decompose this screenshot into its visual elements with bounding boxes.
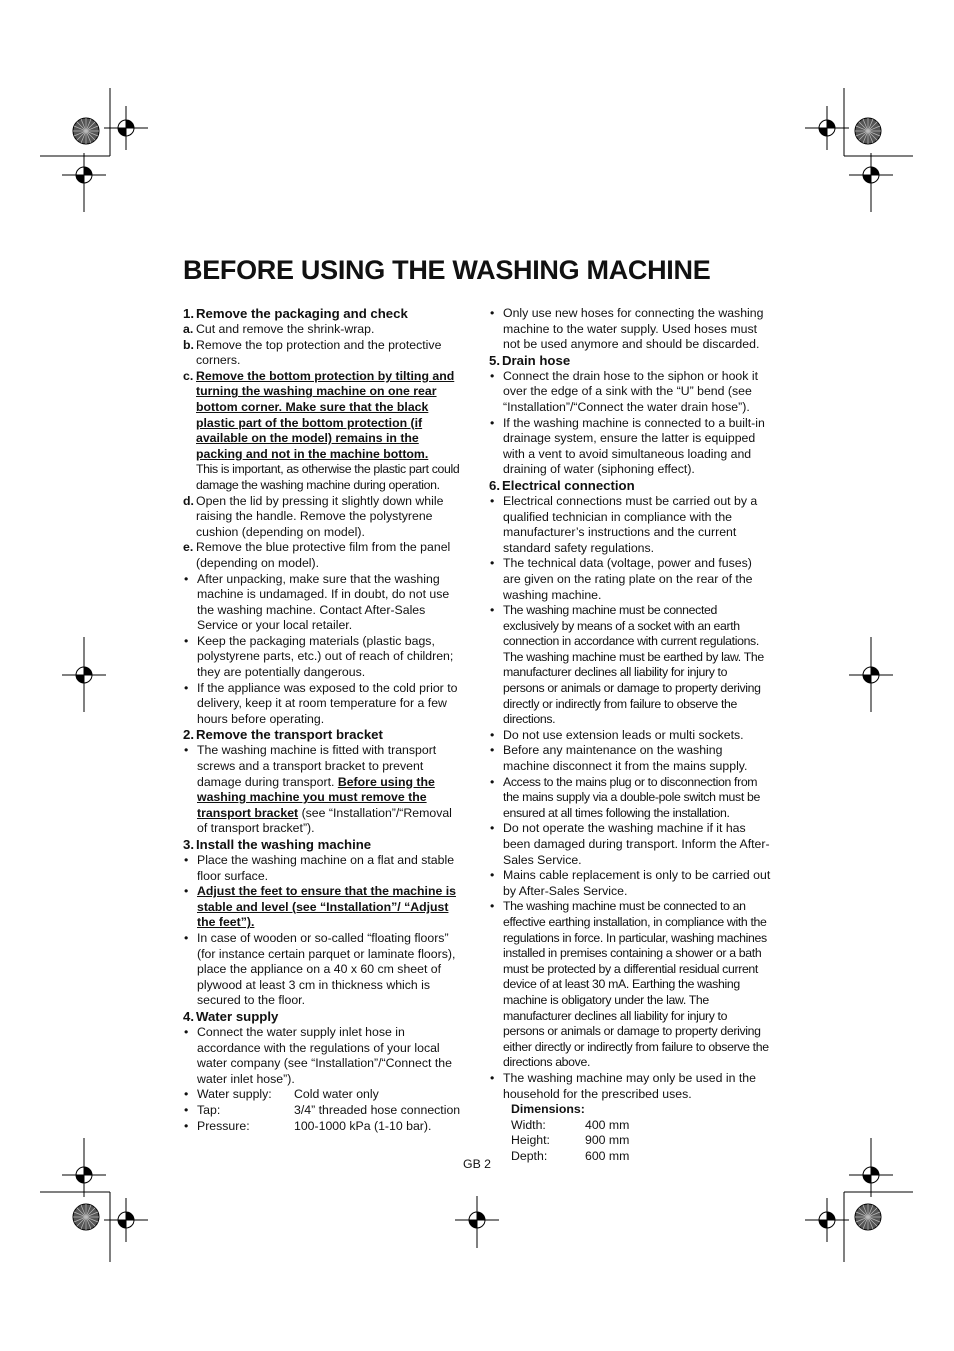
item-text: The washing machine must be connected exclusively by means of a socket with an earth connection in accordance with current regulations. The washing machine must be earthed by law. The manufacturer declines all liability for injury to persons or animals or damage to property deriving directly or indirectly from failure to observe the directions. bbox=[503, 603, 764, 727]
bullet-icon: • bbox=[490, 868, 495, 883]
bullet-item bbox=[489, 1071, 771, 1102]
item-text: If the appliance was exposed to the cold prior to delivery, keep it at room temperature for a few hours before operating. bbox=[197, 680, 458, 726]
list-item bbox=[183, 369, 465, 463]
item-text: Remove the blue protective film from the panel (depending on model). bbox=[196, 540, 451, 570]
bullet-icon: • bbox=[184, 1087, 189, 1102]
bullet-icon: • bbox=[184, 680, 189, 695]
bullet-item bbox=[183, 681, 465, 728]
dimension-value: 400 mm bbox=[585, 1117, 630, 1132]
bullet-item bbox=[489, 821, 771, 868]
bullet-icon: • bbox=[490, 774, 495, 789]
item-marker: c. bbox=[183, 368, 194, 383]
item-marker: b. bbox=[183, 337, 194, 352]
item-text: Open the lid by pressing it slightly down while raising the handle. Remove the polystyrene cushion (depending on model). bbox=[196, 493, 444, 539]
list-item bbox=[183, 540, 465, 571]
list-item bbox=[183, 494, 465, 541]
star-mark-icon bbox=[855, 1204, 881, 1230]
section-title: Install the washing machine bbox=[196, 837, 372, 852]
item-text: The washing machine may only be used in the household for the prescribed uses. bbox=[503, 1070, 756, 1101]
item-text: Connect the water supply inlet hose in accordance with the regulations of your local water company (see “Installation”/“Connect the water inlet hose”). bbox=[197, 1024, 452, 1086]
bullet-item bbox=[183, 853, 465, 884]
section-title: Electrical connection bbox=[502, 477, 635, 493]
item-text bbox=[197, 743, 465, 837]
section-heading bbox=[183, 837, 465, 853]
note-text: This is important, as otherwise the plastic part could damage the washing machine during operation. bbox=[196, 462, 460, 492]
warning-text: Remove the bottom protection by tilting and turning the washing machine on one rear bottom corner. Make sure that the black plastic part of the bottom protection (if available on the model) remains in the packing and not in the machine bottom. bbox=[196, 368, 455, 461]
item-text: Keep the packaging materials (plastic bags, polystyrene parts, etc.) out of reach of children; they are potentially dangerous. bbox=[197, 633, 454, 680]
bullet-icon: • bbox=[490, 603, 495, 618]
spec-pair bbox=[197, 1087, 465, 1103]
item-text: After unpacking, make sure that the washing machine is undamaged. If in doubt, do not use the washing machine. Contact After-Sales Service or your local retailer. bbox=[197, 571, 450, 633]
bullet-item bbox=[489, 775, 771, 822]
crosshair-icon bbox=[104, 106, 148, 150]
spec-value: Cold water only bbox=[294, 1087, 379, 1102]
spec-value: 3/4” threaded hose connection bbox=[294, 1102, 461, 1117]
star-mark-icon bbox=[855, 118, 881, 144]
section-number: 5. bbox=[489, 352, 500, 368]
spec-value: 100-1000 kPa (1-10 bar). bbox=[294, 1118, 432, 1133]
section-number: 6. bbox=[489, 477, 500, 493]
section-title: Drain hose bbox=[502, 352, 571, 368]
page-number: GB 2 bbox=[463, 1157, 492, 1171]
bullet-item bbox=[183, 572, 465, 634]
section-heading bbox=[183, 727, 465, 743]
bullet-icon: • bbox=[490, 899, 495, 914]
bullet-icon: • bbox=[490, 415, 495, 430]
dimension-label: Width: bbox=[511, 1117, 546, 1132]
section-heading bbox=[183, 306, 465, 322]
bullet-icon: • bbox=[184, 930, 189, 945]
spec-row bbox=[183, 1087, 465, 1103]
section-number: 3. bbox=[183, 837, 194, 852]
bullet-item bbox=[489, 416, 771, 478]
bullet-icon: • bbox=[184, 1118, 189, 1133]
item-text: Remove the top protection and the protective corners. bbox=[196, 337, 442, 368]
dimension-row bbox=[489, 1149, 771, 1165]
section-title: Remove the transport bracket bbox=[196, 727, 383, 743]
crosshair-icon bbox=[104, 1198, 148, 1242]
spec-label: Water supply: bbox=[197, 1087, 272, 1102]
section-number: 1. bbox=[183, 306, 194, 321]
item-text: Mains cable replacement is only to be carried out by After-Sales Service. bbox=[503, 868, 771, 898]
item-text: In case of wooden or so-called “floating floors” (for instance certain parquet or laminate floors), place the appliance on a 40 x 60 cm sheet of plywood at least 3 cm in thickness which is secured to the floor. bbox=[197, 930, 456, 1008]
spec-label: Pressure: bbox=[197, 1118, 250, 1133]
bullet-icon: • bbox=[184, 1024, 189, 1039]
bullet-item bbox=[489, 728, 771, 744]
section-heading bbox=[489, 478, 771, 494]
item-text bbox=[197, 884, 465, 931]
bullet-icon: • bbox=[490, 493, 495, 508]
bullet-item bbox=[489, 369, 771, 416]
left-column bbox=[183, 306, 465, 1134]
item-text: Before any maintenance on the washing machine disconnect it from the mains supply. bbox=[503, 743, 748, 774]
dimension-value: 900 mm bbox=[585, 1133, 630, 1148]
bullet-icon: • bbox=[184, 853, 189, 867]
bullet-item bbox=[489, 556, 771, 603]
bullet-icon: • bbox=[490, 306, 495, 320]
star-mark-icon bbox=[73, 1204, 99, 1230]
bullet-item bbox=[183, 743, 465, 837]
item-text: The technical data (voltage, power and fuses) are given on the rating plate on the rear of the washing machine. bbox=[503, 556, 753, 602]
bullet-icon: • bbox=[490, 556, 495, 571]
bullet-icon: • bbox=[184, 633, 189, 648]
item-marker: e. bbox=[183, 540, 194, 555]
item-marker: d. bbox=[183, 493, 194, 508]
bullet-item bbox=[489, 899, 771, 1071]
bullet-icon: • bbox=[490, 368, 495, 383]
bullet-icon: • bbox=[490, 743, 495, 758]
item-text-part: The washing machine is fitted with transport screws and a transport bracket to prevent damage during transport. bbox=[197, 743, 437, 789]
item-text: Do not use extension leads or multi sockets. bbox=[503, 727, 744, 742]
item-text-part: (see “Installation”/“Removal of transport bracket”). bbox=[197, 805, 452, 836]
bullet-item bbox=[489, 494, 771, 556]
item-text: If the washing machine is connected to a built-in drainage system, ensure the latter is equipped with a vent to avoid simultaneous loading and draining of water (siphoning effect). bbox=[503, 415, 765, 477]
bullet-icon: • bbox=[490, 1070, 495, 1085]
dimensions-title: Dimensions: bbox=[511, 1102, 585, 1117]
bullet-icon: • bbox=[490, 821, 495, 836]
section-title: Remove the packaging and check bbox=[196, 306, 408, 321]
item-text: Place the washing machine on a flat and stable floor surface. bbox=[197, 853, 455, 883]
bullet-icon: • bbox=[184, 1102, 189, 1117]
item-text bbox=[196, 369, 465, 463]
crosshair-icon bbox=[805, 106, 849, 150]
dimension-row bbox=[489, 1118, 771, 1134]
bullet-item bbox=[489, 868, 771, 899]
spec-label: Tap: bbox=[197, 1102, 221, 1117]
crosshair-icon bbox=[805, 1198, 849, 1242]
item-text: Do not operate the washing machine if it has been damaged during transport. Inform the After-Sales Service. bbox=[503, 821, 770, 867]
spec-row bbox=[183, 1119, 465, 1135]
bullet-item bbox=[183, 931, 465, 1009]
right-column bbox=[489, 306, 771, 1164]
bullet-icon: • bbox=[490, 727, 495, 742]
bullet-item bbox=[183, 634, 465, 681]
spec-pair bbox=[197, 1119, 465, 1135]
list-item bbox=[183, 322, 465, 338]
dimension-label: Depth: bbox=[511, 1148, 548, 1163]
dimension-label: Height: bbox=[511, 1133, 550, 1148]
item-marker: a. bbox=[183, 322, 194, 336]
warning-text: Adjust the feet to ensure that the machine is stable and level (see “Installation”/ “Adjust the feet”). bbox=[197, 884, 456, 930]
bullet-item bbox=[489, 306, 771, 353]
item-text: Connect the drain hose to the siphon or hook it over the edge of a sink with the “U” bend (see “Installation”/“Connect the water drain hose”). bbox=[503, 368, 758, 414]
item-text: Electrical connections must be carried out by a qualified technician in compliance with the manufacturer’s instructions and the current standard safety regulations. bbox=[503, 493, 758, 555]
item-text: Cut and remove the shrink-wrap. bbox=[196, 322, 375, 336]
item-text: Only use new hoses for connecting the washing machine to the water supply. Used hoses must not be used anymore and should be discarded. bbox=[503, 306, 764, 352]
bullet-icon: • bbox=[184, 743, 189, 758]
bullet-item bbox=[183, 1025, 465, 1087]
bullet-icon: • bbox=[184, 884, 189, 899]
item-text: The washing machine must be connected to an effective earthing installation, in compliance with the regulations in force. In particular, washing machines installed in premises containing a shower or a bath must be protected by a differential residual current device of at least 30 mA. Earthing the washing machine is obligatory under the law. The manufacturer declines all liability for injury to persons or animals or damage to property deriving either directly or indirectly from failure to observe the directions above. bbox=[503, 899, 769, 1070]
bullet-item bbox=[489, 603, 771, 728]
section-heading bbox=[183, 1009, 465, 1025]
bullet-icon: • bbox=[184, 571, 189, 586]
spec-row bbox=[183, 1103, 465, 1119]
dimension-value: 600 mm bbox=[585, 1148, 630, 1163]
page-title: BEFORE USING THE WASHING MACHINE bbox=[183, 255, 711, 285]
section-number: 4. bbox=[183, 1008, 194, 1024]
bullet-item bbox=[489, 743, 771, 774]
spec-pair bbox=[197, 1103, 465, 1119]
item-text: Access to the mains plug or to disconnection from the mains supply via a double-pole switch must be ensured at all times following the installation. bbox=[503, 774, 760, 820]
warning-text: Before using the washing machine you must remove the transport bracket bbox=[197, 774, 435, 820]
star-mark-icon bbox=[73, 118, 99, 144]
bullet-item bbox=[183, 884, 465, 931]
list-item bbox=[183, 338, 465, 369]
section-title: Water supply bbox=[196, 1008, 279, 1024]
section-heading bbox=[489, 353, 771, 369]
section-number: 2. bbox=[183, 727, 194, 743]
dimension-row bbox=[489, 1133, 771, 1149]
